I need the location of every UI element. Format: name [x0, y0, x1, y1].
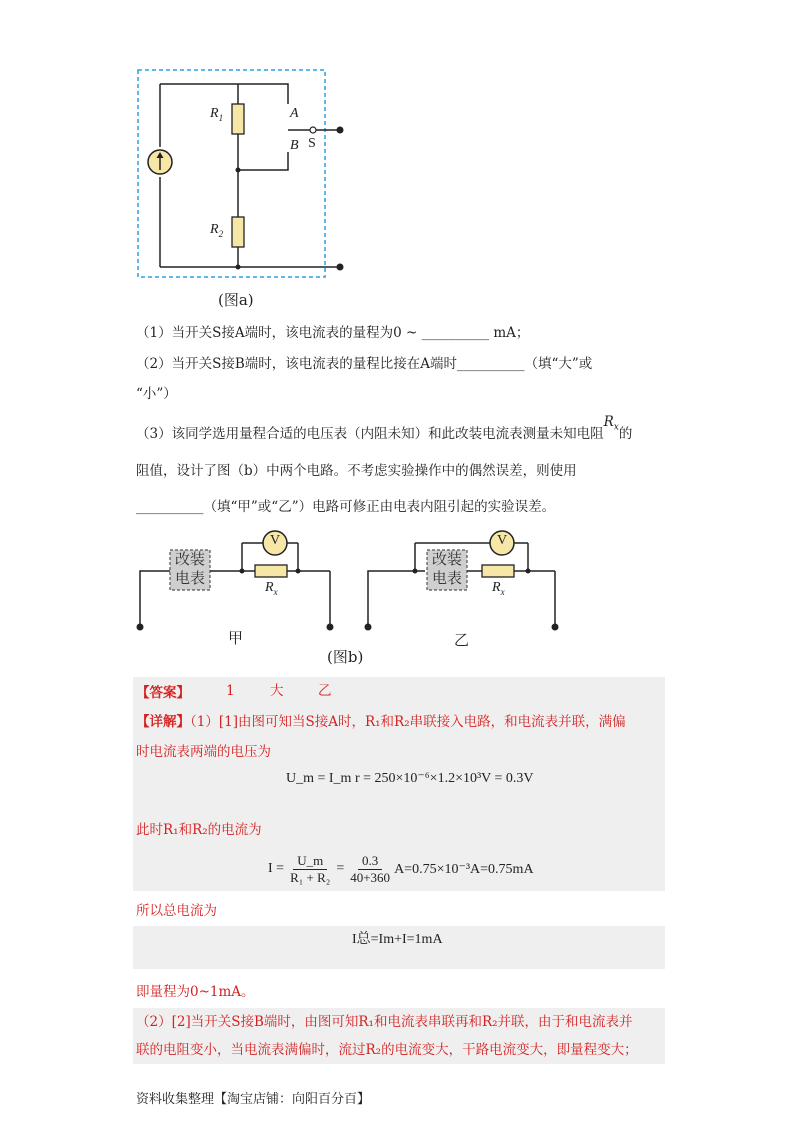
question-3-line3: __________（填“甲”或“乙”）电路可修正由电表内阻引起的实验误差。	[136, 499, 556, 515]
label-s: S	[308, 136, 316, 151]
answer-tag: 【答案】	[136, 685, 190, 701]
question-2-line2: “小”）	[136, 386, 177, 402]
line-current: 此时R₁和R₂的电流为	[136, 822, 262, 838]
question-1: （1）当开关S接A端时，该电流表的量程为0 ~ __________ mA；	[136, 325, 530, 341]
answer-value-2: 大	[270, 683, 284, 699]
detail-line-1: 【详解】（1）[1]由图可知当S接A时，R₁和R₂串联接入电路，和电流表并联，满偏	[136, 714, 626, 730]
label-yi: 乙	[454, 631, 470, 649]
modified-meter-label-right: 改装 电表	[431, 550, 462, 587]
equation-3: I总=Im+I=1mA	[352, 932, 443, 947]
detail-line-2: 时电流表两端的电压为	[136, 744, 271, 760]
line-range: 即量程为0~1mA。	[136, 984, 255, 1000]
modified-meter-label-left: 改装 电表	[174, 550, 205, 587]
part2-line-2: 联的电阻变小，当电流表满偏时，流过R₂的电流变大，干路电流变大，即量程变大；	[136, 1042, 638, 1058]
circuit-diagram-a	[130, 62, 360, 292]
label-r1: $R_1$	[210, 106, 224, 123]
answer-value-3: 乙	[318, 683, 332, 699]
label-jia: 甲	[228, 629, 244, 647]
label-a: A	[290, 106, 299, 121]
figure-b	[130, 525, 570, 649]
voltmeter-label-right: V	[497, 533, 508, 548]
equation-1: U_m = I_m r = 250×10⁻⁶×1.2×10³V = 0.3V	[286, 771, 534, 786]
resistor-r1	[232, 104, 244, 134]
voltmeter-label-left: V	[270, 533, 281, 548]
figure-a	[130, 62, 360, 292]
answer-value-1: 1	[226, 683, 235, 699]
question-2-line1: （2）当开关S接B端时，该电流表的量程比接在A端时__________（填“大”或	[136, 356, 593, 372]
footer-text: 资料收集整理【淘宝店铺：向阳百分百】	[136, 1092, 371, 1107]
resistor-rx-right	[482, 565, 514, 577]
figure-a-caption: (图a)	[218, 291, 254, 309]
resistor-r2	[232, 217, 244, 247]
label-b: B	[290, 138, 299, 153]
label-r2: $R_2$	[210, 222, 224, 239]
question-3-line2: 阻值，设计了图（b）中两个电路。不考虑实验操作中的偶然误差，则使用	[136, 463, 577, 479]
equation-2: I = $\frac{U\_m}{\text{R₁ + R₂}}$ = $\frac{0.3}{40+360}$ A=0.75×10⁻³A=0.75mA	[268, 852, 534, 885]
line-total: 所以总电流为	[136, 903, 217, 919]
rx-label-right: $R_x$	[492, 580, 505, 597]
question-3-line1: （3）该同学选用量程合适的电压表（内阻未知）和此改装电流表测量未知电阻$R_x$的	[136, 414, 633, 442]
figure-b-caption: (图b)	[327, 648, 364, 666]
resistor-rx-left	[255, 565, 287, 577]
part2-line-1: （2）[2]当开关S接B端时，由图可知R₁和电流表串联再和R₂并联，由于和电流表并	[136, 1014, 633, 1030]
rx-label-left: $R_x$	[265, 580, 278, 597]
